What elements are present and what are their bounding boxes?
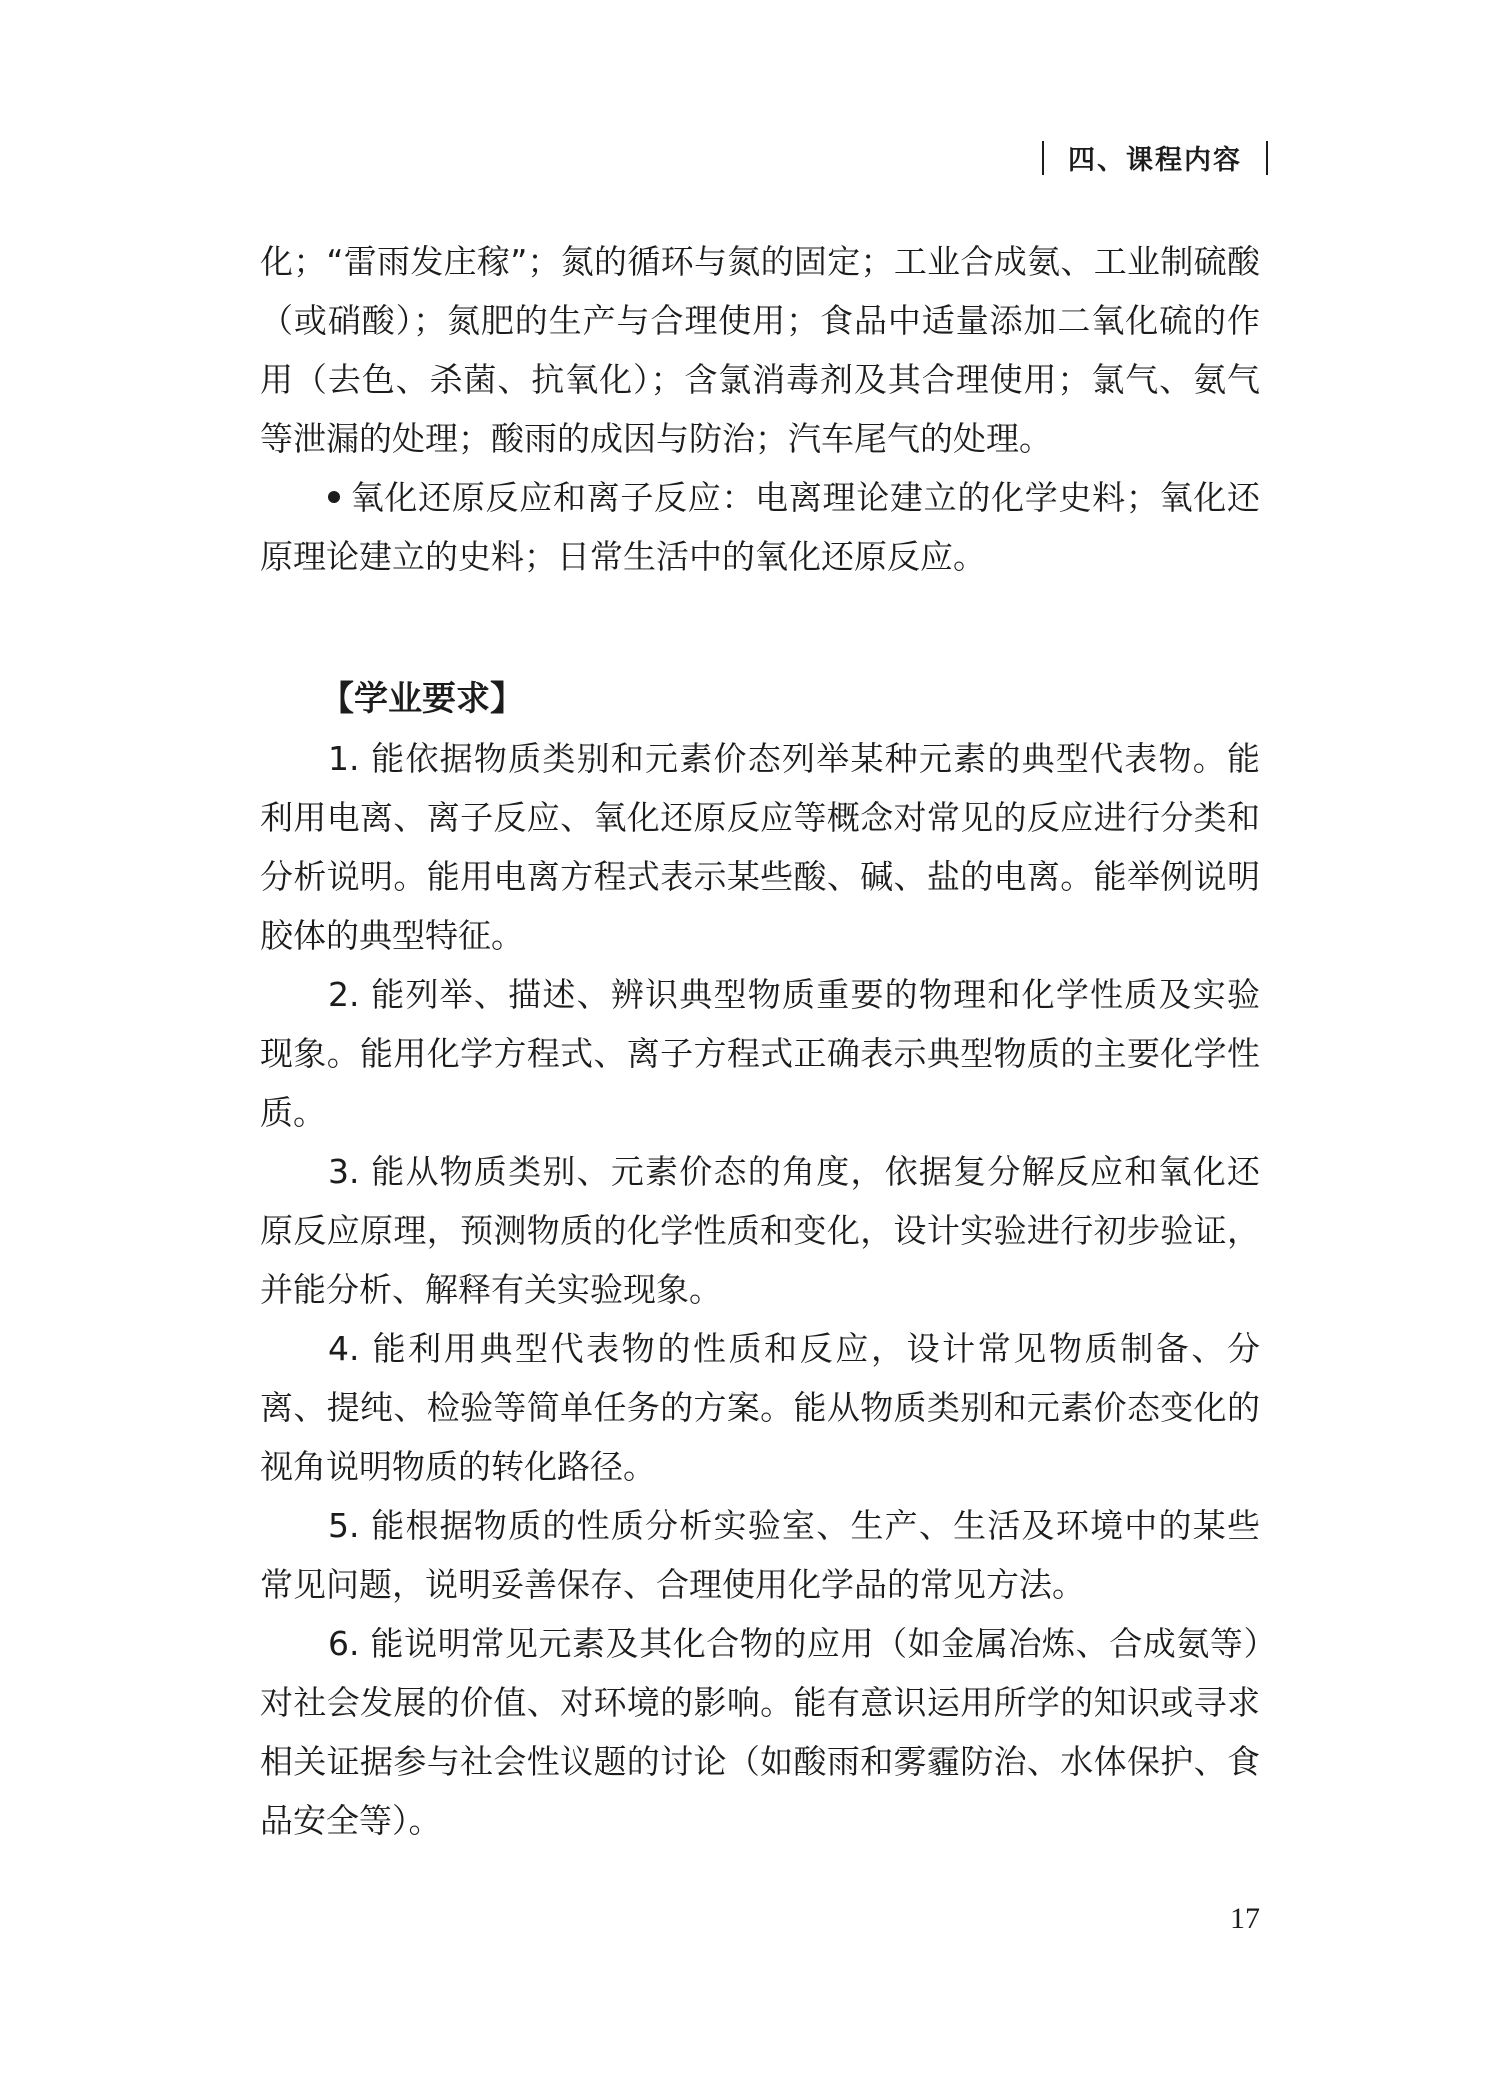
bullet-item (260, 468, 1260, 586)
requirement-item-1: 1. 能依据物质类别和元素价态列举某种元素的典型代表物。能利用电离、离子反应、氧化还原反应等概念对常见的反应进行分类和分析说明。能用电离方程式表示某些酸、碱、盐的电离。能举例说明胶体的典型特征。 (260, 739, 1260, 955)
requirement-item-3: 3. 能从物质类别、元素价态的角度，依据复分解反应和氧化还原反应原理，预测物质的化学性质和变化，设计实验进行初步验证，并能分析、解释有关实验现象。 (260, 1152, 1260, 1309)
header-divider-right (1266, 141, 1268, 175)
page-body (260, 232, 1260, 1850)
continuation-paragraph: 化；“雷雨发庄稼”；氮的循环与氮的固定；工业合成氨、工业制硫酸（或硝酸）；氮肥的生产与合理使用；食品中适量添加二氧化硫的作用（去色、杀菌、抗氧化）；含氯消毒剂及其合理使用；氯气、氨气等泄漏的处理；酸雨的成因与防治；汽车尾气的处理。 (260, 242, 1260, 458)
header-divider-left (1042, 141, 1044, 175)
requirement-item-6: 6. 能说明常见元素及其化合物的应用（如金属冶炼、合成氨等）对社会发展的价值、对环境的影响。能有意识运用所学的知识或寻求相关证据参与社会性议题的讨论（如酸雨和雾霾防治、水体保护、食品安全等）。 (260, 1624, 1260, 1840)
chapter-title: 四、课程内容 (1068, 145, 1242, 176)
requirement-item-4: 4. 能利用典型代表物的性质和反应，设计常见物质制备、分离、提纯、检验等简单任务的方案。能从物质类别和元素价态变化的视角说明物质的转化路径。 (260, 1329, 1260, 1486)
bullet-item-text: 氧化还原反应和离子反应：电离理论建立的化学史料；氧化还原理论建立的史料；日常生活中的氧化还原反应。 (260, 478, 1260, 576)
page-number: 17 (1230, 1902, 1260, 1935)
section-heading: 【学业要求】 (320, 679, 524, 719)
running-header (1042, 138, 1268, 177)
requirement-item-2: 2. 能列举、描述、辨识典型物质重要的物理和化学性质及实验现象。能用化学方程式、离子方程式正确表示典型物质的主要化学性质。 (260, 975, 1260, 1132)
bullet-icon (328, 491, 340, 503)
requirement-item-5: 5. 能根据物质的性质分析实验室、生产、生活及环境中的某些常见问题，说明妥善保存、合理使用化学品的常见方法。 (260, 1506, 1260, 1604)
